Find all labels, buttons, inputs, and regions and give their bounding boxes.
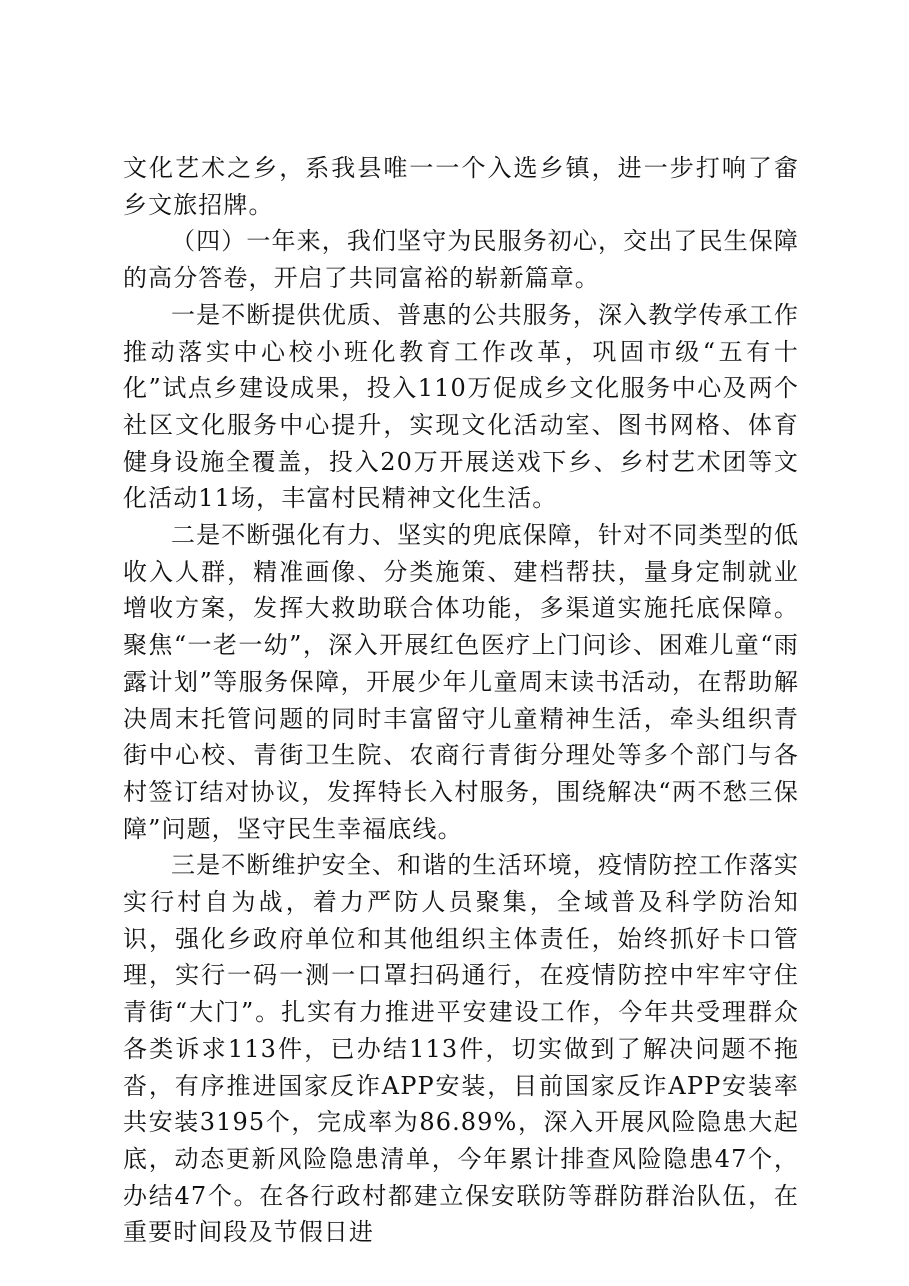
- paragraph-section-four: （四）一年来，我们坚守为民服务初心，交出了民生保障的高分答卷，开启了共同富裕的崭新篇章。: [123, 227, 799, 293]
- paragraph-safety-environment: 三是不断维护安全、和谐的生活环境，疫情防控工作落实实行村自为战，着力严防人员聚集，全域普及科学防治知识，强化乡政府单位和其他组织主体责任，始终抓好卡口管理，实行一码一测一口罩扫码通行，在疫情防控中牢牢守住青街“大门”。扎实有力推进平安建设工作，今年共受理群众各类诉求113件，已办结113件，切实做到了解决问题不拖沓，有序推进国家反诈APP安装，目前国家反诈APP安装率共安装3195个，完成率为86.89%，深入开展风险隐患大起底，动态更新风险隐患清单，今年累计排查风险隐患47个，办结47个。在各行政村都建立保安联防等群防群治队伍，在重要时间段及节假日进: [123, 851, 799, 1247]
- paragraph-social-security: 二是不断强化有力、坚实的兜底保障，针对不同类型的低收入人群，精准画像、分类施策、建档帮扶，量身定制就业增收方案，发挥大救助联合体功能，多渠道实施托底保障。聚焦“一老一幼”，深入开展红色医疗上门问诊、困难儿童“雨露计划”等服务保障，开展少年儿童周末读书活动，在帮助解决周末托管问题的同时丰富留守儿童精神生活，牵头组织青街中心校、青街卫生院、农商行青街分理处等多个部门与各村签订结对协议，发挥特长入村服务，围绕解决“两不愁三保障”问题，坚守民生幸福底线。: [123, 521, 799, 843]
- document-body: [123, 150, 799, 1251]
- paragraph-continuation: 文化艺术之乡，系我县唯一一个入选乡镇，进一步打响了畲乡文旅招牌。: [123, 154, 799, 219]
- paragraph-public-services: 一是不断提供优质、普惠的公共服务，深入教学传承工作推动落实中心校小班化教育工作改革，巩固市级“五有十化”试点乡建设成果，投入110万促成乡文化服务中心及两个社区文化服务中心提升，实现文化活动室、图书网格、体育健身设施全覆盖，投入20万开展送戏下乡、乡村艺术团等文化活动11场，丰富村民精神文化生活。: [123, 300, 799, 513]
